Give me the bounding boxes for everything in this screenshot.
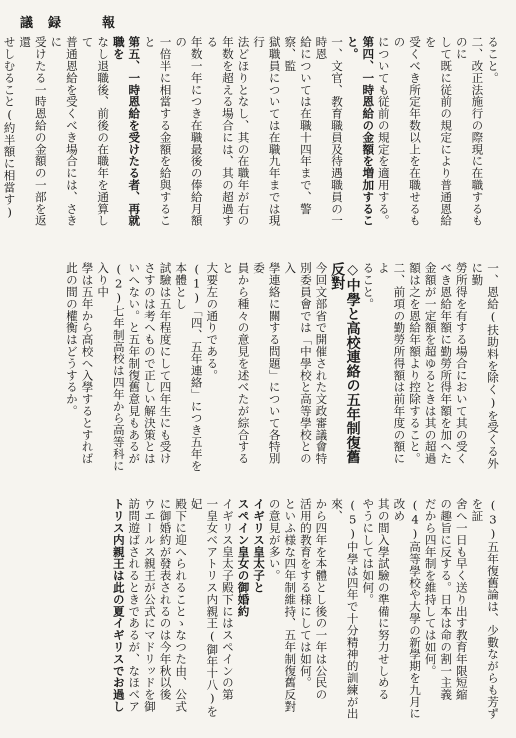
page-header xyxy=(18,12,498,32)
text-column: 法どほりとなし、其の在職年が右の xyxy=(236,36,251,227)
text-column: 年数を超える場合には、其の超過する xyxy=(205,36,235,227)
text-column: なし退職後、前後の在職年を通算して xyxy=(80,36,111,227)
text-column: ること。 xyxy=(361,262,376,310)
text-column: から四年を本體とし後の一年は公民の xyxy=(314,498,329,701)
text-column: 員から種々の意見を述べたが綜合すると xyxy=(220,262,251,465)
text-column: トリス内親王は此の夏イギリスでお過し xyxy=(111,498,126,713)
text-column: 舍へ一日も早く送り出す教育年限短縮 xyxy=(454,498,469,701)
text-column: 今回文部省で開催された文政審議會特 xyxy=(314,262,329,465)
section-heading: 第四、一時恩給の金額を増加すること。 xyxy=(345,36,376,227)
text-column: 金額が一定額を超ゆるときは其の超過 xyxy=(423,262,438,465)
article-headline: スペイン皇女の御婚約 xyxy=(236,498,251,617)
text-column: 學は五年から高校へ入學するとすれば xyxy=(80,262,95,465)
text-column: いへない。と五年制復舊意見もあるが xyxy=(127,262,142,465)
text-column: 試驗は五年程度にして四年生にも受け xyxy=(158,262,173,465)
text-column: 一、文官、教育職員及待遇職員の一時恩 xyxy=(314,36,345,227)
section-heading: 第五、一時恩給を受けたる者、再就職を xyxy=(111,36,142,227)
text-column: 活用的教育をする様にしては如何。 xyxy=(298,498,313,689)
text-column: 此の間の權衡はどうするか。 xyxy=(64,262,79,417)
text-column: ること。 xyxy=(486,36,500,84)
text-column: せしむること(約半額に相當す) xyxy=(2,36,17,220)
text-column: 一倍半に相當する金額を給與すること xyxy=(142,36,173,227)
text-column: の意見が多い。 xyxy=(267,498,282,582)
header-right-label: 報 xyxy=(102,16,116,31)
article-headline: ◇中學と高校連絡の五年制復舊反對 xyxy=(329,262,361,465)
text-column: 二、前項の勤勞所得額は前年度の額によ xyxy=(376,262,407,465)
header-left-label: 議 録 xyxy=(20,16,63,31)
text-column: 額は之を恩給年額より控除すること。 xyxy=(408,262,423,465)
text-column: (5)中學は四年で十分精神的訓練が出來、 xyxy=(330,498,360,720)
text-column: やうにしては如何。 xyxy=(361,498,376,606)
text-column: といふ様な四年制維持、五年制復舊反對 xyxy=(283,498,298,713)
text-column: (1)「四、五年連絡」につき五年を本體とし xyxy=(174,262,204,472)
text-column: 普通恩給を受くべき場合には、さきに xyxy=(49,36,79,227)
article-block-bottom xyxy=(16,498,500,728)
text-column: さすのは考へもので正しい解決策とは xyxy=(142,262,157,465)
text-column: 殿下に迎へられることゝなつた由、公式 xyxy=(174,498,189,713)
text-column: 大要左の通りである。 xyxy=(205,262,220,381)
text-column: 訪問遊ばされるときであるが、なほベア xyxy=(127,498,142,713)
text-column: ウエールス親王が公式にマドリッドを御 xyxy=(142,498,157,713)
text-column: 給については在職十四年まで、警察、監 xyxy=(283,36,313,215)
text-column: に御婚約が發表されるのは今年秋以後 xyxy=(158,498,173,701)
text-column: 其の間入學試驗の準備に努力せしめる xyxy=(376,498,391,701)
article-block-middle xyxy=(16,262,500,472)
text-column: べき恩給年額に勤勞所得年額を加へた xyxy=(439,262,454,465)
article-block-top xyxy=(2,36,500,236)
text-column: イギリス皇太子殿下にはスペインの第 xyxy=(220,498,235,701)
text-column: 二、改正法施行の際現に在職するものに xyxy=(454,36,485,227)
text-column: (4)高等學校や大學の新學期を九月に改め xyxy=(392,498,423,720)
text-column: 年数一年につき在職最後の俸給月額の xyxy=(174,36,204,227)
text-column: 一皇女ベアトリス内親王(御年十八)を妃 xyxy=(189,498,220,717)
article-headline: イギリス皇太子と xyxy=(252,498,267,594)
text-column: 受くべき所定年数以上を在職せるもの xyxy=(392,36,423,227)
text-column: (2)七年制高校は四年から高等科に入り中 xyxy=(96,262,126,472)
text-column: 勞所得を有する場合において其の受く xyxy=(454,262,469,465)
text-column: (3)五年復舊論は、少數ながらも芳ずを証 xyxy=(470,498,500,720)
text-column: 獄職員については在職九年までは現行 xyxy=(252,36,282,227)
text-column: 學連絡に關する問題」について各特別委 xyxy=(252,262,282,465)
text-column: についても従前の規定を適用する。 xyxy=(376,36,391,227)
text-column: の趣旨に反する。日本は命の割一主義 xyxy=(439,498,454,701)
text-column: 一、恩給(扶助料を除く)を受くる外に勤 xyxy=(470,262,500,470)
text-column: して既に従前の規定により普通恩給を xyxy=(423,36,454,227)
text-column: 受けたる一時恩給の金額の一部を返還 xyxy=(18,36,48,227)
text-column: だから四年制を維持しては如何。 xyxy=(423,498,438,677)
text-column: 別委員會では「中學校と高等學校との入 xyxy=(283,262,313,465)
